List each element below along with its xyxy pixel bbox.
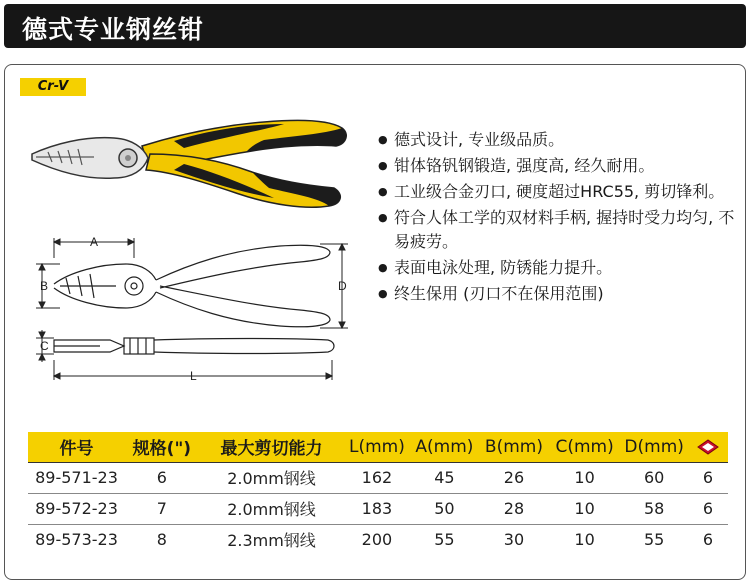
- col-header: 件号: [28, 432, 125, 462]
- cell-c: 10: [574, 530, 595, 550]
- table-row: [28, 493, 728, 524]
- cell-d: 58: [620, 493, 687, 524]
- cell-a: 55: [434, 530, 455, 550]
- cell-c: 10: [549, 462, 621, 493]
- cell-l: 183: [344, 493, 409, 524]
- cell-size: 6: [125, 462, 199, 493]
- cell-b: 30: [503, 530, 525, 550]
- dimension-diagram: [30, 228, 360, 393]
- feature-item: ● 工业级合金刃口, 硬度超过HRC55, 剪切锋利。: [378, 180, 738, 204]
- dim-label-l: L: [190, 369, 197, 383]
- cell-capacity: 2.0mm钢线: [199, 462, 344, 493]
- col-header: C(mm): [549, 432, 621, 462]
- feature-item: ● 钳体铬钒钢锻造, 强度高, 经久耐用。: [378, 154, 738, 178]
- cell-d: 55: [643, 530, 665, 550]
- cell-size: 8: [156, 530, 167, 550]
- feature-list: [378, 128, 738, 308]
- pack-quantity-icon: [696, 437, 720, 457]
- cell-size: 7: [125, 493, 199, 524]
- page-header: [4, 4, 746, 48]
- table-row: [28, 462, 728, 493]
- dim-label-b: B: [40, 279, 49, 293]
- cell-pack: 6: [702, 530, 714, 550]
- col-header: 规格("): [125, 432, 199, 462]
- cell-l: 162: [344, 462, 409, 493]
- cell-part-no: 89-571-23: [28, 462, 125, 493]
- cell-b: 28: [479, 493, 549, 524]
- cell-a: 50: [410, 493, 480, 524]
- table-row: [28, 524, 728, 555]
- table-header-row: [28, 432, 728, 462]
- cell-d: 60: [620, 462, 687, 493]
- dim-label-d: D: [338, 279, 347, 293]
- cell-capacity: 2.3mm钢线: [227, 531, 316, 551]
- feature-item: ● 德式设计, 专业级品质。: [378, 128, 738, 152]
- col-header: 最大剪切能力: [199, 432, 344, 462]
- feature-item: ● 符合人体工学的双材料手柄, 握持时受力均匀, 不易疲劳。: [378, 206, 738, 254]
- col-header-pack: [688, 432, 728, 462]
- cell-c: 10: [549, 493, 621, 524]
- col-header: L(mm): [344, 432, 409, 462]
- feature-item: ● 表面电泳处理, 防锈能力提升。: [378, 256, 738, 280]
- spec-table: [28, 432, 728, 555]
- cell-b: 26: [479, 462, 549, 493]
- cell-pack: 6: [688, 462, 728, 493]
- dim-label-c: C: [40, 339, 49, 353]
- cell-part-no: 89-573-23: [35, 530, 118, 550]
- feature-item: ● 终生保用 (刃口不在保用范围): [378, 282, 738, 306]
- pliers-photo: [24, 108, 354, 218]
- page-title: 德式专业钢丝钳: [22, 15, 205, 44]
- cell-a: 45: [410, 462, 480, 493]
- cell-capacity: 2.0mm钢线: [199, 493, 344, 524]
- cell-l: 200: [361, 530, 393, 550]
- cell-part-no: 89-572-23: [28, 493, 125, 524]
- col-header: A(mm): [410, 432, 480, 462]
- material-badge: Cr-V: [20, 78, 86, 96]
- col-header: D(mm): [620, 432, 687, 462]
- col-header: B(mm): [479, 432, 549, 462]
- cell-pack: 6: [688, 493, 728, 524]
- dim-label-a: A: [90, 235, 99, 249]
